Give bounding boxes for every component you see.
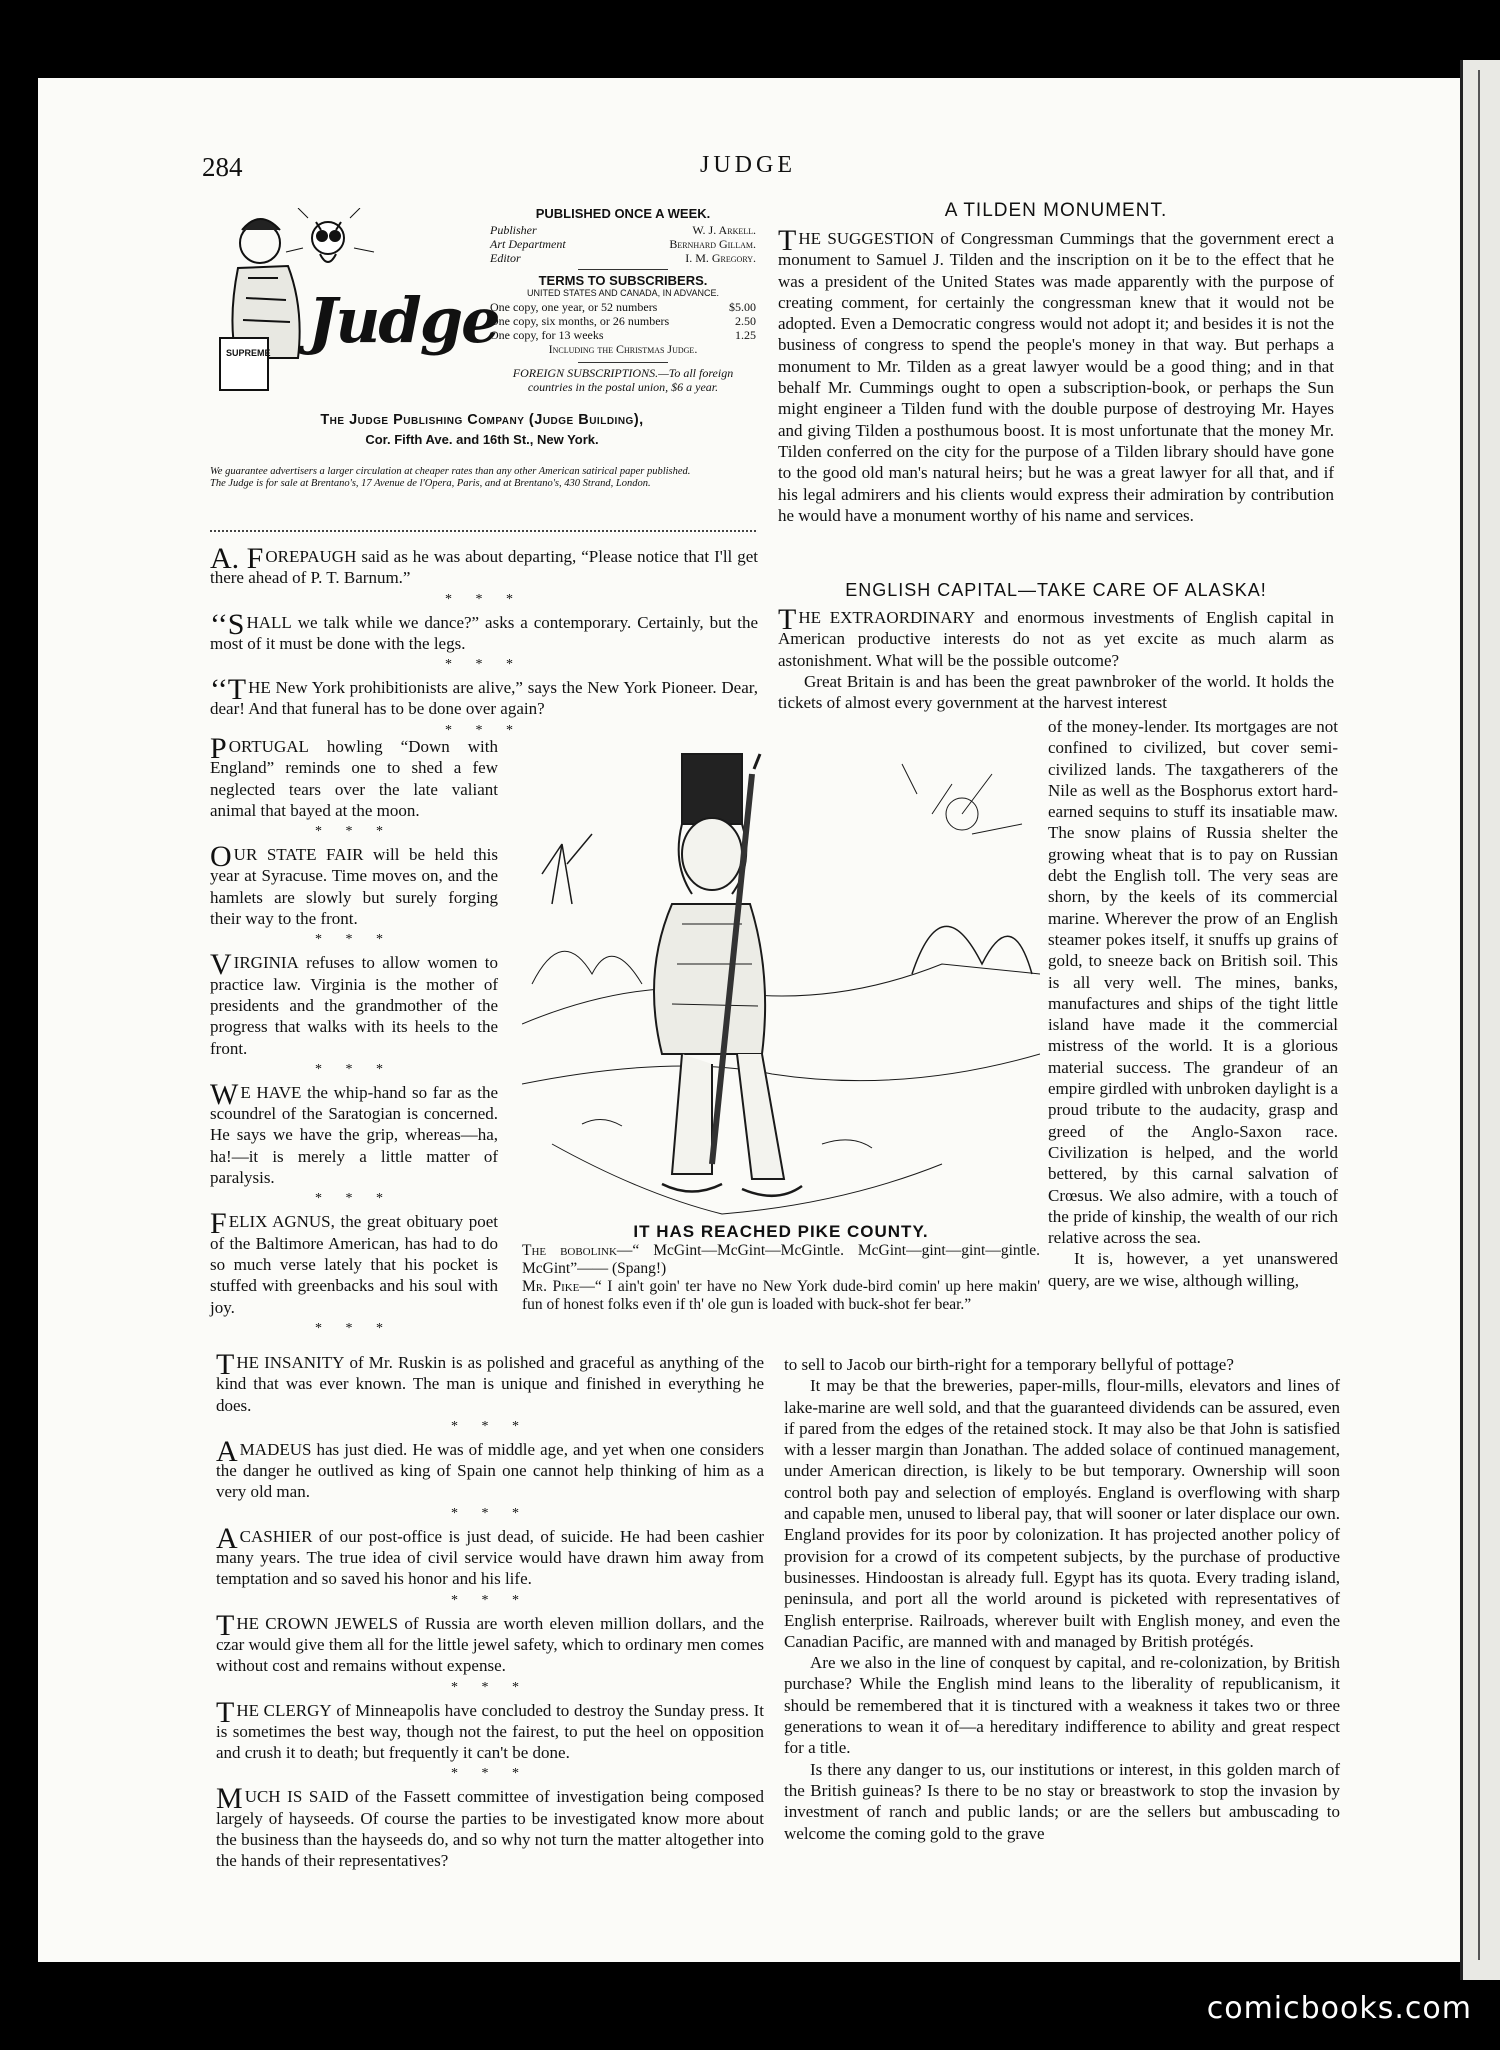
term-price: 1.25 — [735, 328, 756, 342]
separator: * * * — [315, 824, 393, 840]
staff-role: Art Department — [490, 237, 566, 251]
sale-notice: The Judge is for sale at Brentano's, 17 Avenue de l'Opera, Paris, and at Brentano's, 430 Strand, London. — [210, 478, 651, 489]
caption-line: Mr. Pike—“ I ain't goin' ter have no New York dude-bird comin' up here makin' fun of honest folks even if th' ole gun is loaded with buck-shot fer bear.” — [522, 1278, 1040, 1313]
separator: * * * — [451, 1592, 529, 1608]
term-price: 2.50 — [735, 314, 756, 328]
separator: * * * — [315, 1320, 393, 1336]
item-paragraph: AMADEUS has just died. He was of middle age, and yet when one considers the danger he outlived as king of Spain one cannot help thinking of him as a very old man. — [216, 1434, 764, 1502]
guarantee-notice: We guarantee advertisers a larger circulation at cheaper rates than any other American satirical paper published. — [210, 466, 691, 477]
binding-spine — [1460, 60, 1500, 1980]
separator: * * * — [451, 1418, 529, 1434]
masthead-title: JUDGE — [700, 152, 796, 178]
item-paragraph: THE CROWN JEWELS of Russia are worth eleven million dollars, and the czar would give them all for the little jewel safety, which to ordinary men comes without cost and remains without expense. — [216, 1608, 764, 1676]
wavy-rule — [210, 530, 756, 538]
item-paragraph: A. F OREPAUGH said as he was about departing, “Please notice that I'll get there ahead of P. T. Barnum.” — [210, 542, 758, 588]
cartoon-title: IT HAS REACHED PIKE COUNTY. — [633, 1222, 929, 1241]
left-column-top — [210, 542, 758, 743]
staff-role: Editor — [490, 251, 521, 265]
term-label: One copy, one year, or 52 numbers — [490, 300, 658, 314]
left-column-bottom — [216, 1348, 764, 1872]
term-price: $5.00 — [729, 300, 756, 314]
staff-name: Bernhard Gillam. — [669, 237, 756, 251]
terms-note: Including the Christmas Judge. — [548, 342, 698, 356]
left-narrow-column — [210, 732, 498, 1341]
item-paragraph: ‘‘S HALL we talk while we dance?” asks a contemporary. Certainly, but the most of it must be done with the legs. — [210, 607, 758, 653]
binding-line — [1478, 70, 1480, 1960]
staff-name: I. M. Gregory. — [685, 251, 756, 265]
logo-wordmark: Judge — [308, 284, 499, 357]
separator: * * * — [445, 591, 523, 607]
alaska-title: ENGLISH CAPITAL—TAKE CARE OF ALASKA! — [845, 580, 1267, 600]
rule — [578, 362, 668, 363]
alaska-article-bottom — [784, 1354, 1340, 1844]
alaska-body: Great Britain is and has been the great pawnbroker of the world. It holds the tickets of almost every government at the harvest interest — [778, 671, 1334, 713]
item-paragraph: PORTUGAL howling “Down with England” reminds one to shed a few neglected tears over the late valiant animal that bayed at the moon. — [210, 732, 498, 820]
caption-line: The bobolink—“ McGint—McGint—McGintle. McGint—gint—gint—gintle. McGint”—— (Spang!) — [522, 1242, 1040, 1277]
term-label: One copy, for 13 weeks — [490, 328, 604, 342]
hunter-cartoon-drawing — [522, 724, 1040, 1218]
terms-title: TERMS TO SUBSCRIBERS. — [538, 273, 708, 288]
masthead-info — [490, 206, 756, 394]
cartoon-caption — [522, 1222, 1040, 1314]
published-weekly: PUBLISHED ONCE A WEEK. — [535, 206, 711, 221]
item-paragraph: FELIX AGNUS, the great obituary poet of the Baltimore American, has had to do so much verse lately that his pocket is stuffed with greenbacks and his soul with joy. — [210, 1207, 498, 1317]
logo-badge: SUPREME — [226, 348, 271, 358]
foreign-subscriptions: FOREIGN SUBSCRIPTIONS.—To all foreign countries in the postal union, $6 a year. — [512, 366, 734, 394]
term-label: One copy, six months, or 26 numbers — [490, 314, 670, 328]
separator: * * * — [315, 1061, 393, 1077]
watermark: comicbooks.com — [1206, 1991, 1472, 2026]
item-paragraph: A CASHIER of our post-office is just dead, of suicide. He had been cashier many years. The true idea of civil service would have drawn him away from temptation and so saved his honor and his life. — [216, 1521, 764, 1589]
page-number: 284 — [202, 152, 243, 182]
judge-logo — [208, 208, 499, 398]
staff-name: W. J. Arkell. — [692, 223, 756, 237]
alaska-body: It may be that the breweries, paper-mills, flour-mills, elevators and lines of lake-marine are well sold, and that the guaranteed dividends can be assured, even if pared from the edges of the retained stock. It may also be that John is satisfied with a lesser margin than Jonathan. The added solace of continued management, under American direction, is likely to be but temporary. Ownership will soon control both pay and selection of employés. England is overflowing with sharp and capable men, unused to liberal pay, that will sooner or later displace our own. England provides for its poor by colonization. It has projected another policy of provision for a crowd of its competent subjects, by the purchase of productive businesses. Hindoostan is already full. Egypt has its quota. Every trading island, peninsula, and port all the world around is picketed with representatives of English enterprise. Railroads, wherever built with English money, and even the Canadian Pacific, are manned with and managed by British protégés. — [784, 1376, 1340, 1651]
alaska-body: Is there any danger to us, our institutions or interest, in this golden march of the British guineas? Is there to be no stay or breastwork to stop the invasion by investment of ranch and public lands; or are the sellers but ambuscading to welcome the coming gold to the grave — [784, 1759, 1340, 1843]
alaska-body: to sell to Jacob our birth-right for a temporary bellyful of pottage? — [784, 1355, 1234, 1374]
terms-subtitle: UNITED STATES AND CANADA, IN ADVANCE. — [526, 288, 720, 298]
cartoon-illustration — [522, 724, 1040, 1218]
alaska-narrow-column — [1048, 716, 1338, 1291]
publisher-address: Cor. Fifth Ave. and 16th St., New York. — [365, 432, 599, 447]
item-paragraph: THE INSANITY of Mr. Ruskin is as polished and graceful as anything of the kind that was ever known. The man is unique and finished in everything he does. — [216, 1348, 764, 1415]
item-paragraph: VIRGINIA refuses to allow women to practice law. Virginia is the mother of presidents and the grandmother of the progress that walks with its heels to the front. — [210, 948, 498, 1058]
item-paragraph: MUCH IS SAID of the Fassett committee of investigation being composed largely of hayseeds. Of course the parties to be investigated know more about the business than the hayseeds do, and so why not turn the matter altogether into the hands of their representatives? — [216, 1782, 764, 1871]
alaska-body: THE EXTRAORDINARY and enormous investments of English capital in American productive interests do not as yet excite as much alarm as astonishment. What will be the possible outcome? — [778, 603, 1334, 670]
separator: * * * — [451, 1679, 529, 1695]
item-paragraph: THE CLERGY of Minneapolis have concluded to destroy the Sunday press. It is sometimes the best way, though not the fairest, to put the heel on opposition and crush it to death; but frequently it can't be done. — [216, 1695, 764, 1763]
item-paragraph: ‘‘T HE New York prohibitionists are alive,” says the New York Pioneer. Dear, dear! And that funeral has to be done over again? — [210, 673, 758, 719]
item-paragraph: W E HAVE the whip-hand so far as the scoundrel of the Saratogian is concerned. He says we have the grip, whereas—ha, ha!—it is merely a little matter of paralysis. — [210, 1077, 498, 1188]
alaska-body: It is, however, a yet unanswered query, are we wise, although willing, — [1048, 1249, 1338, 1290]
tilden-article — [778, 200, 1334, 526]
separator: * * * — [451, 1505, 529, 1521]
publisher-company: The Judge Publishing Company (Judge Building), — [320, 412, 644, 428]
alaska-body: of the money-lender. Its mortgages are not confined to civilized, but cover semi-civilized lands. The taxgatherers of the Nile as well as the Bosphorus extort hard-earned sequins to stuff its insatiable maw. The snow plains of Russia shelter the growing wheat that is to pay on Russian debt the English toll. The very seas are shorn, by the keels of its commercial marine. Wherever the prow of an English steamer pokes itself, it snuffs up grains of gold, to sneeze back on British soil. This is all very well. The mines, banks, manufactures and ships of the tight little island have made it the commercial mistress of the world. It is a glorious material success. The grandeur of an empire girdled with unbroken daylight is a proud tribute to the audacity, grasp and greed of the Anglo-Saxon race. Civilization is helped, and the world bettered, by this carnal salvation of Crœsus. We also admire, with a touch of the pride of kinship, the wealth of our rich relative across the sea. — [1048, 717, 1338, 1248]
alaska-body: Are we also in the line of conquest by capital, and re-colonization, by British purchase? While the English mind leans to the liberality of republicanism, it should be remembered that it is tinctured with a weakness it takes two or three generations to wean it of—a hereditary indifference to ability and great respect for a title. — [784, 1653, 1340, 1758]
tilden-body: THE SUGGESTION of Congressman Cummings that the government erect a monument to Samuel J. Tilden and the inscription on it be to the effect that he was a president of the United States was made apparently with the purpose of creating comment, for certainly the congressman knew that it would not be adopted. Even a Democratic congress would not adopt it; and besides it is not the business of congress to spend the people's money in that way. But perhaps a monument to Mr. Tilden as a great lawyer would be a good thing; and in that behalf Mr. Cummings ought to open a subscription-book, or perhaps the Sun might engineer a Tilden fund with the double purpose of destroying Mr. Hayes and giving Tilden a posthumous boost. It is most unfortunate that the money Mr. Tilden conferred on the city for the purpose of a Tilden library should have gone to the good old man's natural heirs; but he was a great lawyer for all that, and if his legal admirers and his clients would express their admiration by contribution he would have a monument worthy of his name and services. — [778, 224, 1334, 525]
rule — [578, 269, 668, 270]
alaska-article-top — [778, 580, 1334, 713]
separator: * * * — [445, 722, 523, 738]
separator: * * * — [315, 1191, 393, 1207]
separator: * * * — [451, 1766, 529, 1782]
item-paragraph: OUR STATE FAIR will be held this year at Syracuse. Time moves on, and the hamlets are slowly but surely forging their way to the front. — [210, 840, 498, 929]
separator: * * * — [315, 932, 393, 948]
separator: * * * — [445, 657, 523, 673]
tilden-title: A TILDEN MONUMENT. — [944, 200, 1168, 221]
staff-role: Publisher — [490, 223, 537, 237]
